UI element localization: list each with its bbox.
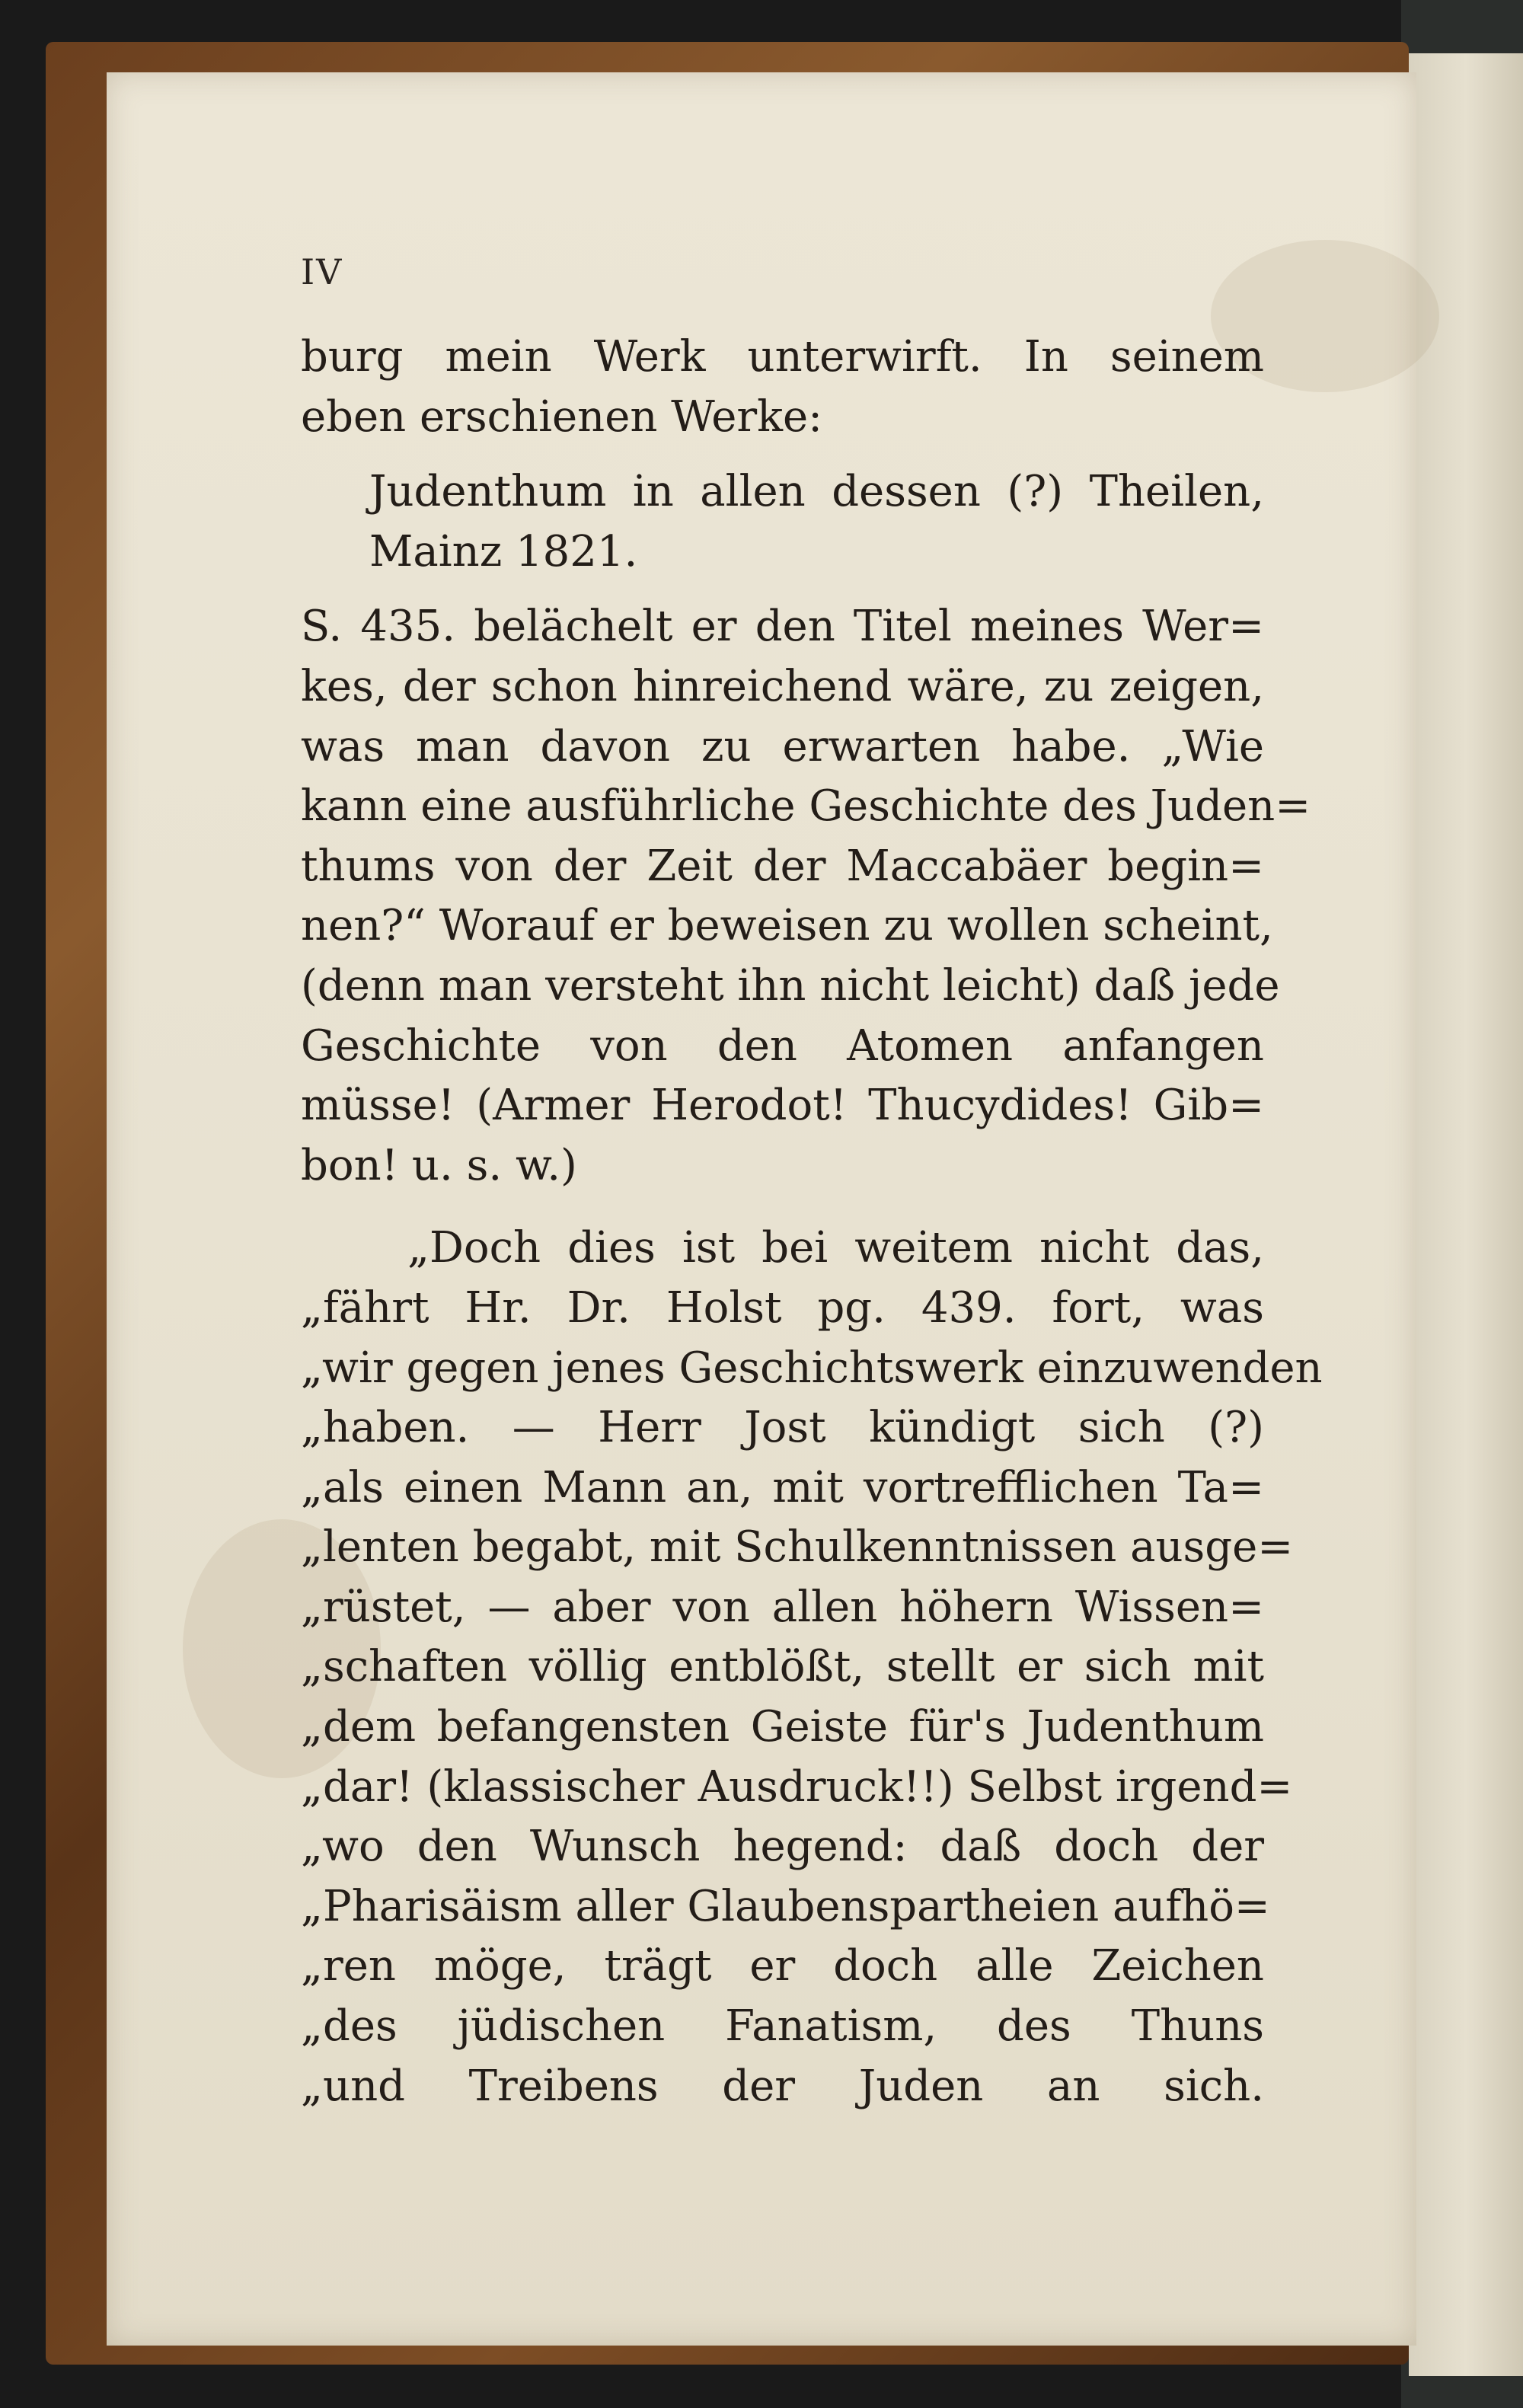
- text-line: was man davon zu erwarten habe. „Wie: [301, 721, 1264, 771]
- text-line: „fährt Hr. Dr. Holst pg. 439. fort, was: [301, 1282, 1264, 1333]
- text-line: bon! u. s. w.): [301, 1140, 577, 1190]
- text-line: „dar! (klassischer Ausdruck!!) Selbst irgend=: [301, 1761, 1293, 1812]
- text-line: „ren möge, trägt er doch alle Zeichen: [301, 1941, 1264, 1991]
- text-line: kes, der schon hinreichend wäre, zu zeigen,: [301, 661, 1264, 711]
- text-line: eben erschienen Werke:: [301, 391, 823, 442]
- next-page-edge: [1409, 53, 1523, 2376]
- text-line: Geschichte von den Atomen anfangen: [301, 1020, 1264, 1071]
- text-line: „Doch dies ist bei weitem nicht das,: [407, 1223, 1264, 1273]
- text-line: „rüstet, — aber von allen höhern Wissen=: [301, 1582, 1264, 1632]
- text-line: „wir gegen jenes Geschichtswerk einzuwenden: [301, 1343, 1323, 1393]
- text-line: „schaften völlig entblößt, stellt er sich mit: [301, 1642, 1264, 1692]
- text-line: „wo den Wunsch hegend: daß doch der: [301, 1822, 1264, 1872]
- text-line: „und Treibens der Juden an sich.: [301, 2061, 1264, 2111]
- text-line: „als einen Mann an, mit vortrefflichen Ta=: [301, 1462, 1264, 1512]
- text-line: müsse! (Armer Herodot! Thucydides! Gib=: [301, 1081, 1264, 1131]
- text-line: „lenten begabt, mit Schulkenntnissen ausge=: [301, 1522, 1294, 1573]
- text-line: „des jüdischen Fanatism, des Thuns: [301, 2001, 1264, 2052]
- text-line: kann eine ausführliche Geschichte des Juden=: [301, 781, 1311, 832]
- text-line: (denn man versteht ihn nicht leicht) daß jede: [301, 960, 1280, 1011]
- text-line: nen?“ Worauf er beweisen zu wollen scheint,: [301, 901, 1273, 951]
- text-line: „dem befangensten Geiste für's Judenthum: [301, 1702, 1264, 1752]
- page-number: IV: [301, 251, 343, 292]
- text-line: „Pharisäism aller Glaubenspartheien aufhö=: [301, 1881, 1270, 1931]
- text-line: thums von der Zeit der Maccabäer begin=: [301, 841, 1264, 891]
- text-line: burg mein Werk unterwirft. In seinem: [301, 332, 1264, 382]
- text-line: „haben. — Herr Jost kündigt sich (?): [301, 1403, 1264, 1453]
- quoted-title-line: Mainz 1821.: [369, 526, 638, 576]
- page-text: [301, 327, 1323, 2116]
- quoted-title-line: Judenthum in allen dessen (?) Theilen,: [369, 467, 1264, 517]
- text-line: S. 435. belächelt er den Titel meines Wer=: [301, 602, 1264, 652]
